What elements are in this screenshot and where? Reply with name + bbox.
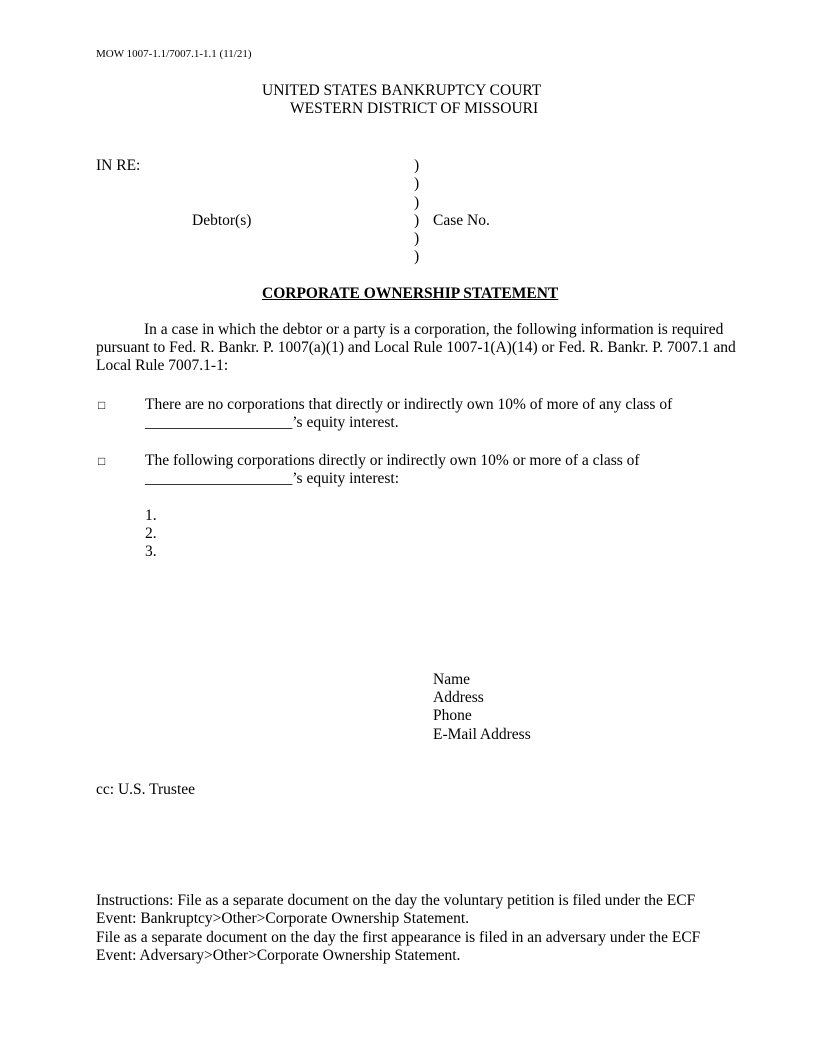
instructions-line: Event: Adversary>Other>Corporate Ownership Statement. <box>96 947 461 964</box>
option-no-corporations-line1: There are no corporations that directly or indirectly own 10% of more of any class of <box>145 396 673 413</box>
caption-paren: ) <box>414 175 420 192</box>
instructions-line: File as a separate document on the day the first appearance is filed in an adversary under the ECF <box>96 929 701 946</box>
signature-email: E-Mail Address <box>433 726 531 743</box>
case-number-label: Case No. <box>433 212 490 229</box>
caption-paren: ) <box>414 157 420 174</box>
court-name: UNITED STATES BANKRUPTCY COURT <box>262 82 542 99</box>
option-following-corporations-line1: The following corporations directly or indirectly own 10% or more of a class of <box>145 452 640 469</box>
form-id: MOW 1007-1.1/7007.1-1.1 (11/21) <box>96 48 252 60</box>
list-item: 3. <box>145 543 157 560</box>
document-title: CORPORATE OWNERSHIP STATEMENT <box>262 285 559 302</box>
checkbox-no-corporations[interactable]: □ <box>98 398 106 412</box>
option-no-corporations-line2: ___________________’s equity interest. <box>145 414 399 431</box>
intro-paragraph <box>96 321 736 375</box>
instructions-line: Event: Bankruptcy>Other>Corporate Ownership Statement. <box>96 910 470 927</box>
intro-text: In a case in which the debtor or a party is a corporation, the following information is required pursuant to Fed. R. Bankr. P. 1007(a)(1) and Local Rule 1007-1(A)(14) or Fed. R. Bankr. P. 7007.1 and Local Rule 7007.1-1: <box>96 321 736 374</box>
option-following-corporations-line2: ___________________’s equity interest: <box>145 470 400 487</box>
cc-line: cc: U.S. Trustee <box>96 781 196 798</box>
court-district: WESTERN DISTRICT OF MISSOURI <box>290 100 539 117</box>
in-re-label: IN RE: <box>96 157 141 174</box>
checkbox-following-corporations[interactable]: □ <box>98 454 106 468</box>
list-item: 2. <box>145 525 157 542</box>
instructions-line: Instructions: File as a separate document on the day the voluntary petition is filed under the ECF <box>96 892 696 909</box>
signature-phone: Phone <box>433 707 472 724</box>
caption-paren: ) <box>414 230 420 247</box>
caption-paren: ) <box>414 248 420 265</box>
list-item: 1. <box>145 507 157 524</box>
caption-paren: ) <box>414 194 420 211</box>
debtor-label: Debtor(s) <box>192 212 252 229</box>
signature-address: Address <box>433 689 484 706</box>
caption-paren: ) <box>414 212 420 229</box>
signature-name: Name <box>433 671 471 688</box>
